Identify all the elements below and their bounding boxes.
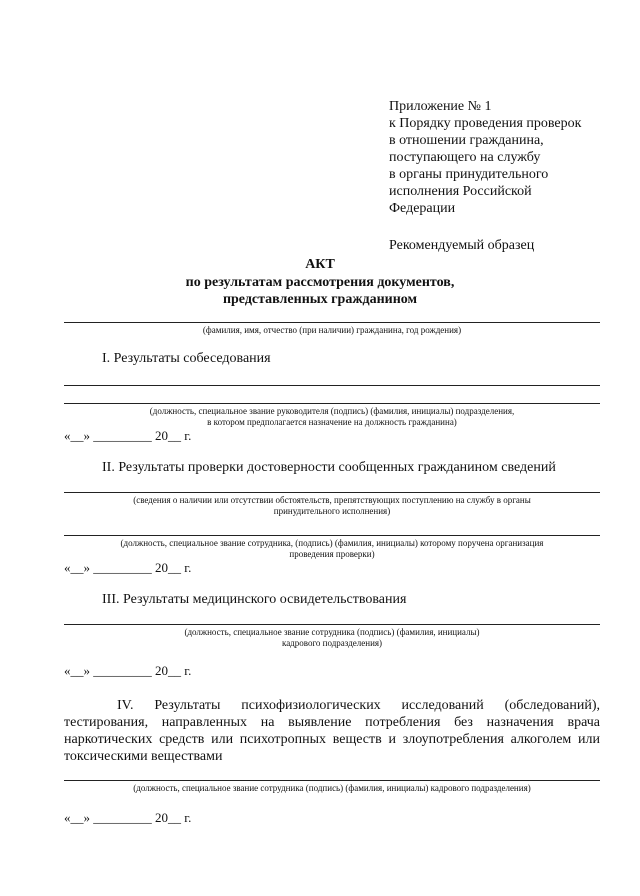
section-4-word: (обследований), bbox=[504, 698, 600, 713]
annex-line: Приложение № 1 bbox=[389, 99, 492, 114]
section-4-date: «__» _________ 20__ г. bbox=[64, 810, 192, 825]
section-2-caption: (сведения о наличии или отсутствии обстоятельств, препятствующих поступлению на службу в органы bbox=[133, 495, 531, 505]
annex-line: поступающего на службу bbox=[389, 150, 541, 165]
section-1-signature-line bbox=[64, 403, 600, 404]
section-3-date: «__» _________ 20__ г. bbox=[64, 663, 192, 678]
section-4-heading-line bbox=[117, 697, 600, 714]
section-4-heading-line: наркотических средств или психотропных веществ и злоупотребления алкоголем или bbox=[64, 732, 600, 747]
document-subtitle-line: представленных гражданином bbox=[222, 292, 418, 307]
annex-line: в отношении гражданина, bbox=[389, 133, 544, 148]
section-2-date: «__» _________ 20__ г. bbox=[64, 560, 192, 575]
section-2-fill-line bbox=[64, 492, 600, 493]
section-4-word: психофизиологических bbox=[241, 698, 381, 713]
section-3-heading: III. Результаты медицинского освидетельствования bbox=[102, 592, 407, 607]
section-1-date: «__» _________ 20__ г. bbox=[64, 428, 192, 443]
person-fill-line bbox=[64, 322, 600, 323]
section-4-word: Результаты bbox=[154, 698, 221, 713]
document-title: АКТ bbox=[305, 257, 335, 272]
section-1-fill-line bbox=[64, 385, 600, 386]
section-2-caption: (должность, специальное звание сотрудника, (подпись) (фамилия, инициалы) которому поручена организация bbox=[120, 538, 544, 548]
section-4-word: IV. bbox=[117, 698, 134, 713]
section-2-caption: проведения проверки) bbox=[289, 549, 375, 559]
section-4-word: исследований bbox=[401, 698, 484, 713]
section-4-caption: (должность, специальное звание сотрудника (подпись) (фамилия, инициалы) кадрового подразделения) bbox=[133, 783, 531, 793]
section-1-caption: в котором предполагается назначение на должность гражданина) bbox=[207, 417, 457, 427]
section-3-caption: (должность, специальное звание сотрудника (подпись) (фамилия, инициалы) bbox=[184, 627, 480, 637]
annex-line: к Порядку проведения проверок bbox=[389, 116, 582, 131]
document-subtitle-line: по результатам рассмотрения документов, bbox=[185, 275, 455, 290]
section-2-signature-line bbox=[64, 535, 600, 536]
section-1-caption: (должность, специальное звание руководителя (подпись) (фамилия, инициалы) подразделения, bbox=[149, 406, 515, 416]
section-1-heading: I. Результаты собеседования bbox=[102, 351, 271, 366]
recommended-sample-label: Рекомендуемый образец bbox=[389, 238, 535, 253]
section-4-heading-line: тестирования, направленных на выявление потребления без назначения врача bbox=[64, 715, 600, 730]
section-2-heading: II. Результаты проверки достоверности сообщенных гражданином сведений bbox=[102, 460, 556, 475]
annex-line: в органы принудительного bbox=[389, 167, 549, 182]
annex-line: Федерации bbox=[389, 201, 456, 216]
section-2-caption: принудительного исполнения) bbox=[273, 506, 391, 516]
annex-line: исполнения Российской bbox=[389, 184, 532, 199]
section-4-signature-line bbox=[64, 780, 600, 781]
section-3-signature-line bbox=[64, 624, 600, 625]
section-4-heading-line: токсическими веществами bbox=[64, 749, 223, 764]
section-3-caption: кадрового подразделения) bbox=[281, 638, 383, 648]
person-caption: (фамилия, имя, отчество (при наличии) гражданина, год рождения) bbox=[202, 325, 462, 335]
annex-block bbox=[389, 98, 629, 217]
